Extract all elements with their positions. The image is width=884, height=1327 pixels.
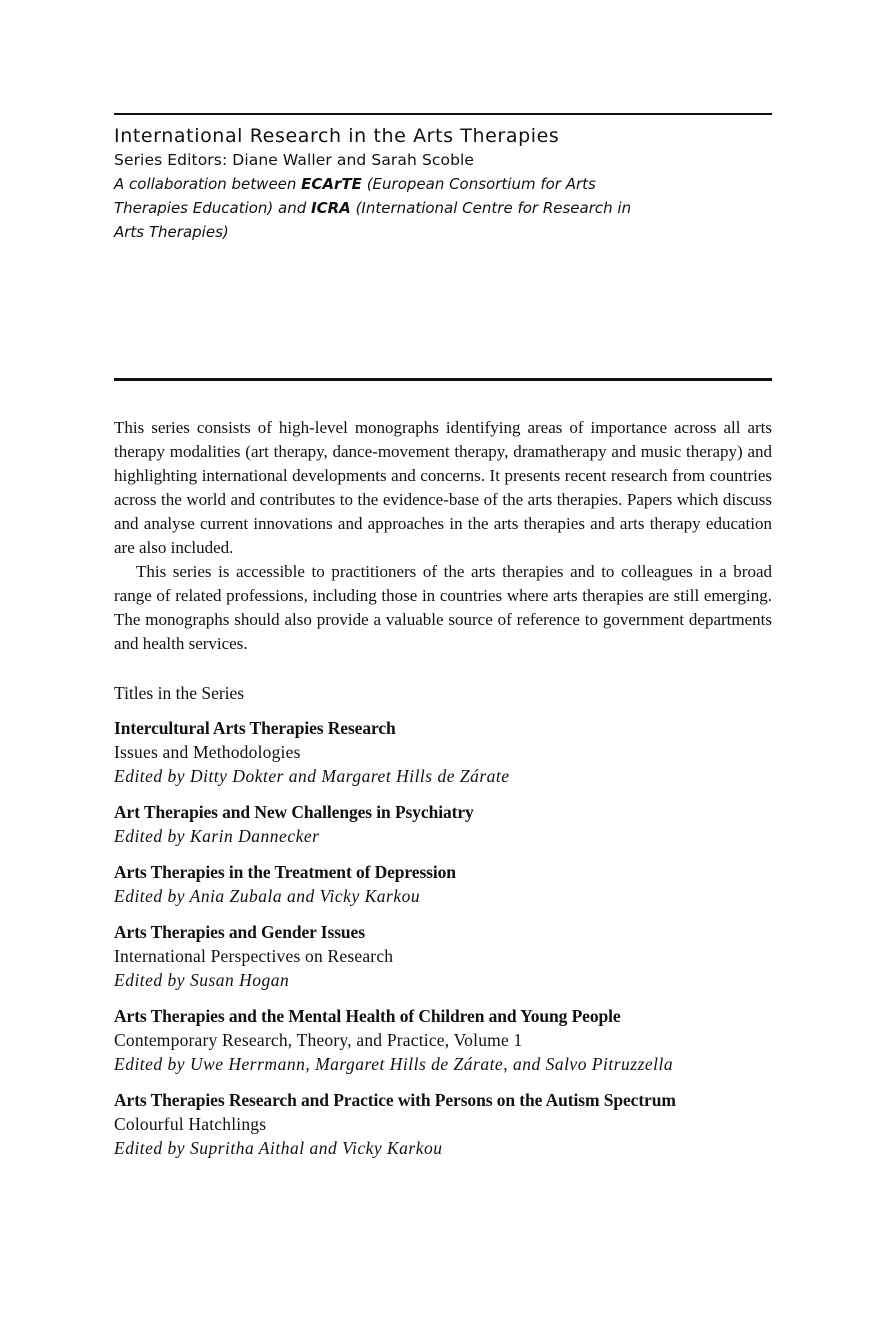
series-title: International Research in the Arts Therapies [114, 125, 560, 147]
description-paragraph-2: This series is accessible to practitioners of the arts therapies and to colleagues in a broad range of related professions, including those in countries where arts therapies are still emerging. The monographs should also provide a valuable source of reference to government departments and health services. [114, 562, 772, 653]
book-subtitle: Contemporary Research, Theory, and Practice, Volume 1 [114, 1030, 523, 1050]
book-subtitle: Colourful Hatchlings [114, 1114, 267, 1134]
title-entry [114, 860, 772, 908]
book-editors: Edited by Supritha Aithal and Vicky Karkou [114, 1138, 443, 1158]
titles-heading: Titles in the Series [114, 683, 245, 703]
series-header [114, 123, 772, 244]
middle-rule [114, 378, 772, 381]
book-subtitle: International Perspectives on Research [114, 946, 394, 966]
book-title: Art Therapies and New Challenges in Psychiatry [114, 802, 474, 822]
book-editors: Edited by Susan Hogan [114, 970, 290, 990]
book-editors: Edited by Ditty Dokter and Margaret Hills de Zárate [114, 766, 510, 786]
title-entry [114, 800, 772, 848]
book-title: Arts Therapies in the Treatment of Depression [114, 862, 456, 882]
book-editors: Edited by Uwe Herrmann, Margaret Hills de Zárate, and Salvo Pitruzzella [114, 1054, 674, 1074]
org2-abbr: ICRA [311, 199, 351, 217]
org1-full: (European Consortium for Arts Therapies Education) and [114, 175, 596, 217]
title-entry [114, 920, 772, 992]
title-entry [114, 716, 772, 788]
collab-prefix: A collaboration between [114, 175, 302, 193]
book-title: Arts Therapies and the Mental Health of Children and Young People [114, 1006, 621, 1026]
book-title: Arts Therapies and Gender Issues [114, 922, 365, 942]
book-editors: Edited by Karin Dannecker [114, 826, 320, 846]
book-title: Intercultural Arts Therapies Research [114, 718, 396, 738]
series-page [114, 113, 772, 1158]
titles-list [114, 716, 772, 1172]
book-editors: Edited by Ania Zubala and Vicky Karkou [114, 886, 421, 906]
description-paragraph-1: This series consists of high-level monographs identifying areas of importance across all arts therapy modalities (art therapy, dance-movement therapy, dramatherapy and music therapy) and highlighting international developments and concerns. It presents recent research from countries across the world and contributes to the evidence-base of the arts therapies. Papers which discuss and analyse current innovations and approaches in the arts therapies and arts therapy education are also included. [114, 418, 772, 557]
book-subtitle: Issues and Methodologies [114, 742, 301, 762]
book-title: Arts Therapies Research and Practice with Persons on the Autism Spectrum [114, 1090, 676, 1110]
top-rule [114, 113, 772, 115]
series-collaboration [114, 172, 634, 244]
title-entry [114, 1088, 772, 1160]
org2-full: (International Centre for Research in Arts Therapies) [114, 199, 632, 241]
org1-abbr: ECArTE [301, 175, 362, 193]
series-description [114, 416, 772, 656]
series-editors: Series Editors: Diane Waller and Sarah Scoble [114, 151, 475, 169]
title-entry [114, 1004, 772, 1076]
